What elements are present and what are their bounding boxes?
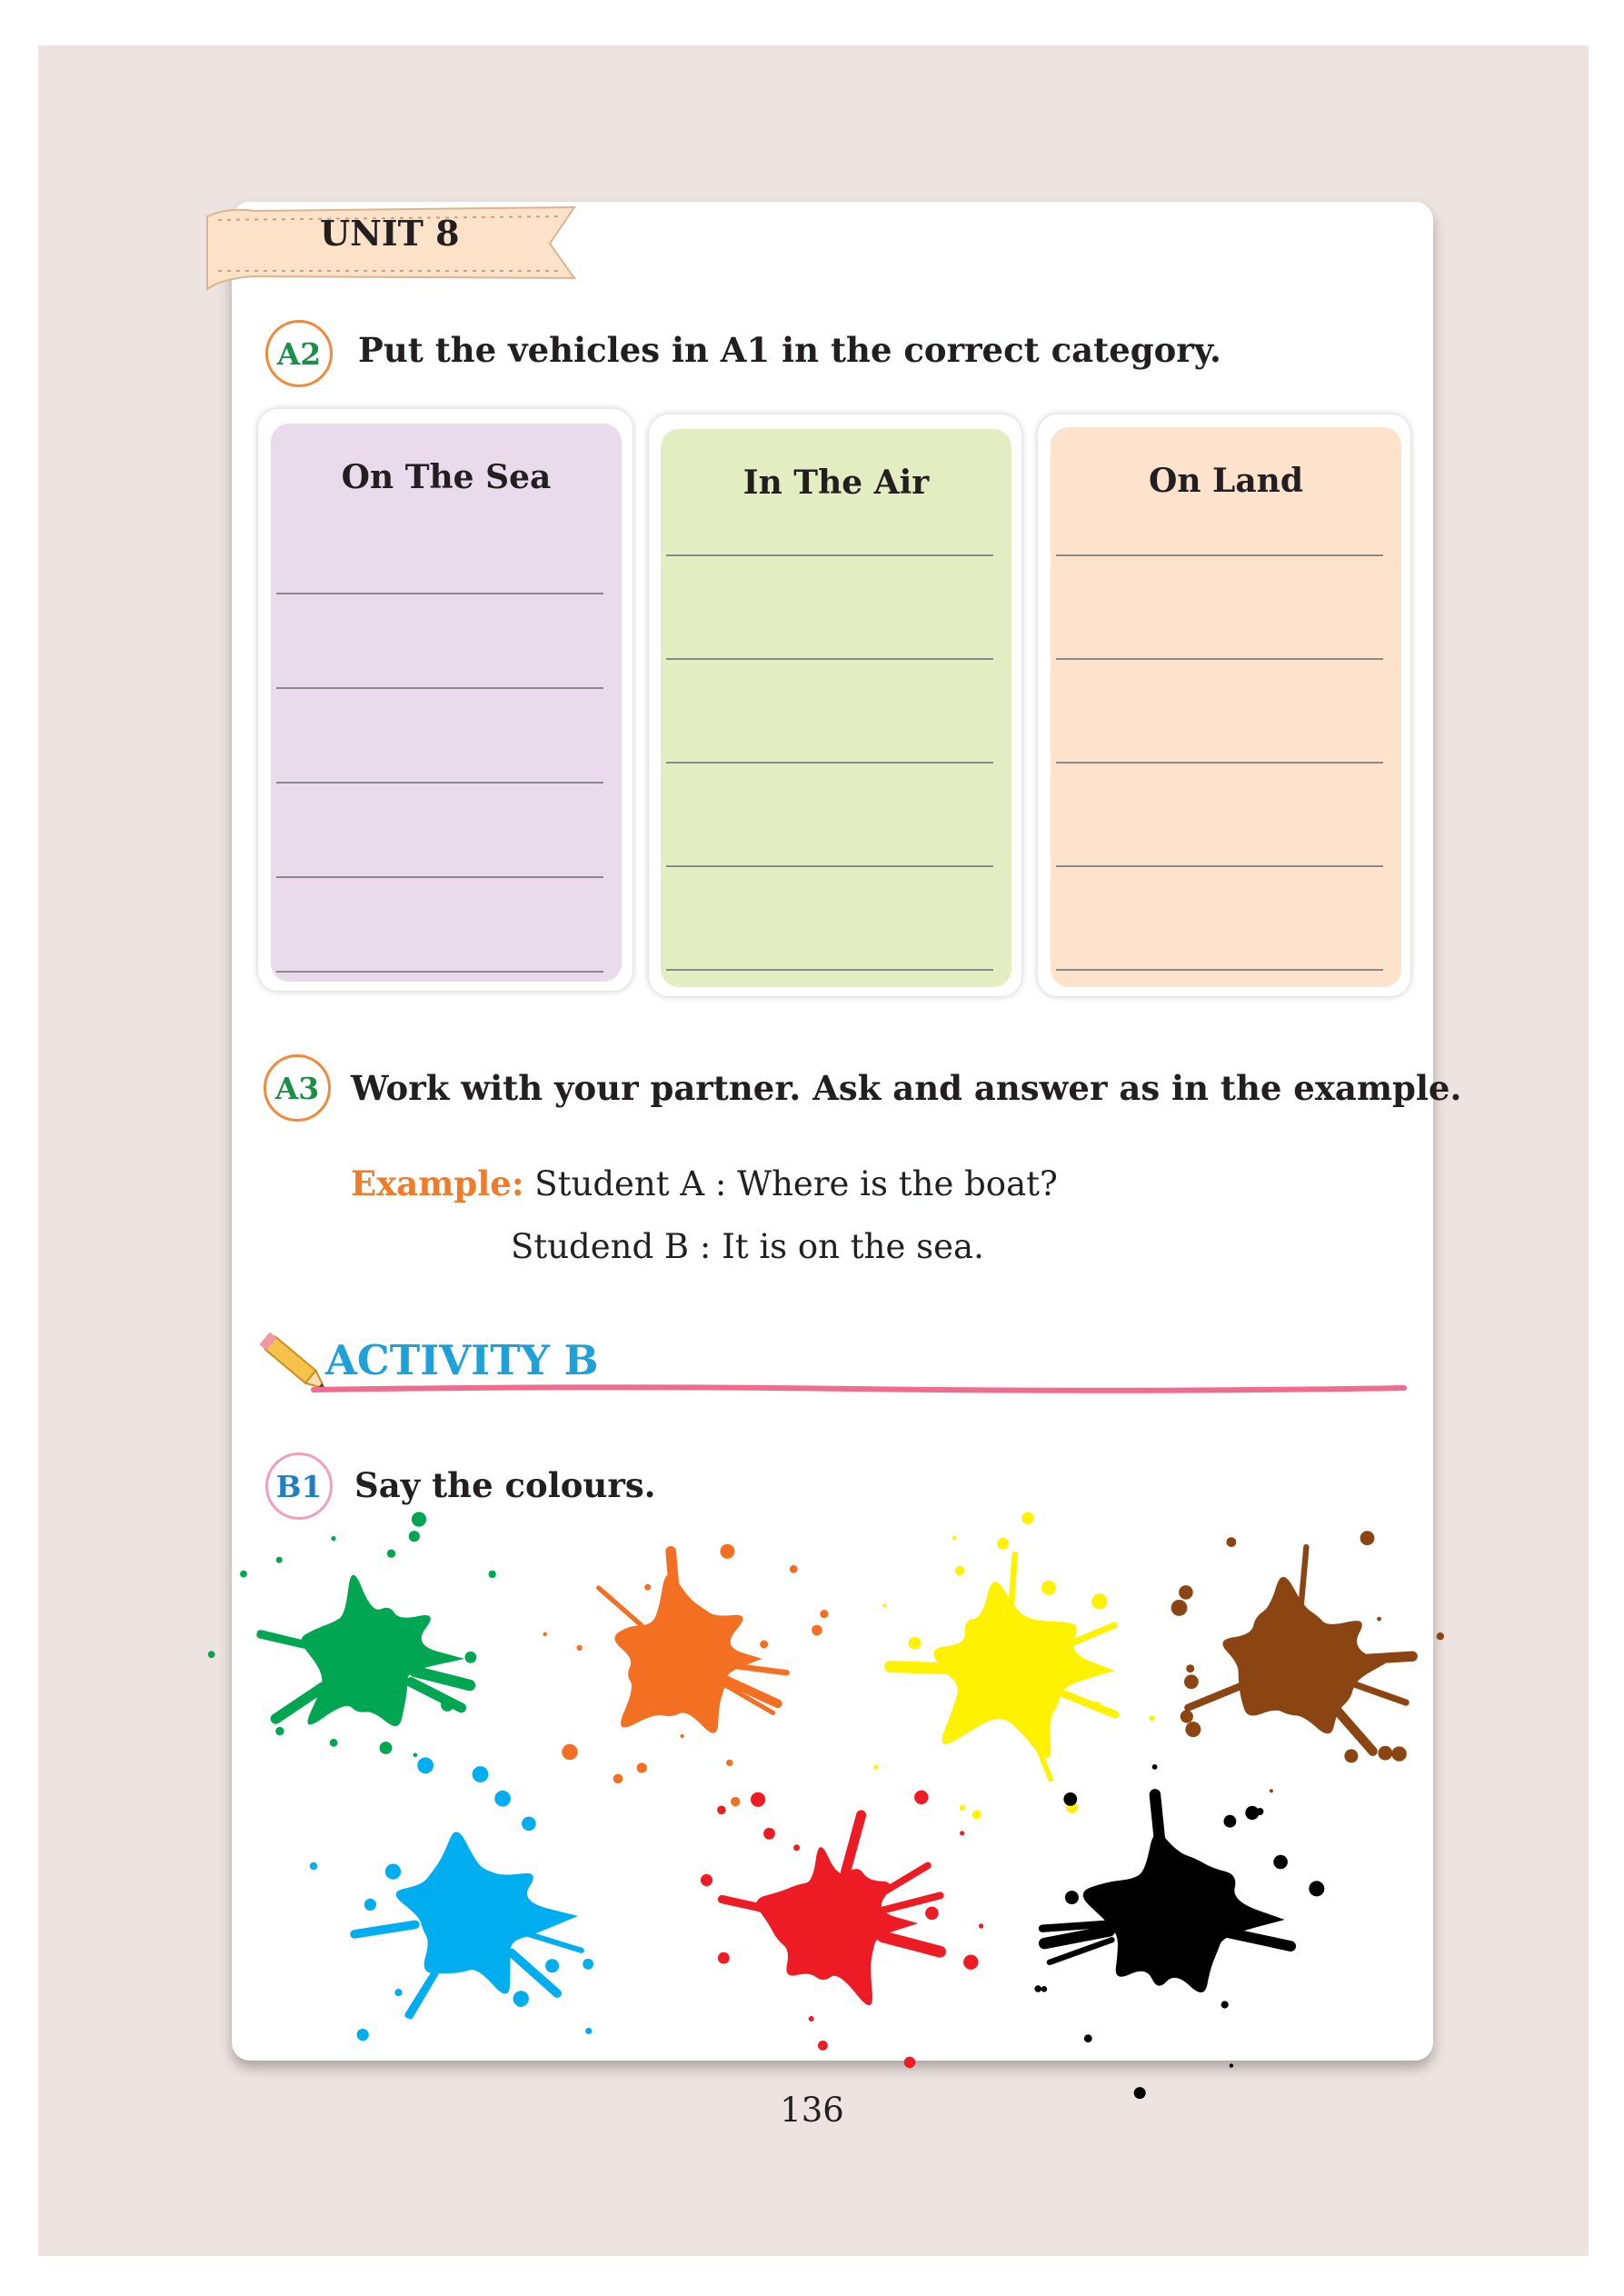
black-splat-droplet bbox=[1152, 1764, 1158, 1770]
answer-line[interactable] bbox=[1056, 554, 1383, 556]
orange-splat-droplet bbox=[726, 1760, 732, 1766]
yellow-splat-droplet bbox=[955, 1566, 964, 1575]
orange-splat-body bbox=[614, 1574, 762, 1733]
green-splat-droplet bbox=[489, 1571, 496, 1578]
blue-splat-droplet bbox=[364, 1899, 376, 1911]
red-splat-droplet bbox=[818, 2041, 828, 2051]
orange-splat-droplet bbox=[577, 1645, 583, 1651]
green-splat-droplet bbox=[276, 1557, 283, 1563]
red-splat-droplet bbox=[751, 1792, 765, 1807]
answer-line[interactable] bbox=[1056, 762, 1383, 764]
orange-splat-droplet bbox=[644, 1584, 651, 1591]
answer-line[interactable] bbox=[666, 969, 993, 971]
red-splat-droplet bbox=[809, 2016, 814, 2021]
red-splat-droplet bbox=[701, 1874, 712, 1886]
orange-paint-splat bbox=[553, 1550, 807, 1768]
yellow-splat-droplet bbox=[960, 1805, 966, 1812]
black-splat-droplet bbox=[1309, 1881, 1324, 1896]
orange-splat-droplet bbox=[680, 1734, 683, 1738]
activity-b-title: ACTIVITY B bbox=[325, 1336, 599, 1384]
red-splat-droplet bbox=[963, 1955, 978, 1970]
example-line-1 bbox=[351, 1163, 1058, 1203]
black-splat-droplet bbox=[1245, 1806, 1259, 1820]
green-paint-splat bbox=[256, 1550, 474, 1768]
brown-splat-droplet bbox=[1377, 1617, 1381, 1622]
example-label: Example: bbox=[351, 1163, 524, 1203]
brown-splat-streak bbox=[1348, 1682, 1406, 1702]
red-splat-droplet bbox=[718, 1952, 730, 1964]
black-splat-streak bbox=[1226, 1932, 1290, 1946]
yellow-splat-droplet bbox=[882, 1603, 886, 1607]
answer-line[interactable] bbox=[276, 876, 603, 878]
brown-splat-droplet bbox=[1391, 1746, 1406, 1761]
black-splat-droplet bbox=[1273, 1855, 1288, 1870]
black-splat-droplet bbox=[1084, 2034, 1092, 2042]
red-splat-droplet bbox=[925, 1907, 939, 1921]
black-splat-droplet bbox=[1224, 1815, 1237, 1828]
answer-line[interactable] bbox=[1056, 865, 1383, 867]
red-splat-streak bbox=[877, 1865, 928, 1896]
answer-line[interactable] bbox=[1056, 658, 1383, 660]
column-title-land: On Land bbox=[1148, 462, 1304, 500]
yellow-splat-body bbox=[933, 1582, 1114, 1758]
yellow-paint-splat bbox=[880, 1552, 1134, 1789]
example-student-a: Student A : Where is the boat? bbox=[534, 1164, 1058, 1203]
orange-splat-droplet bbox=[613, 1774, 623, 1784]
a2-badge: A2 bbox=[265, 320, 333, 387]
yellow-splat-droplet bbox=[972, 1811, 981, 1820]
blue-splat-droplet bbox=[473, 1766, 489, 1782]
column-in-the-air bbox=[661, 429, 1011, 987]
orange-splat-droplet bbox=[812, 1625, 822, 1636]
orange-splat-streak bbox=[731, 1665, 787, 1672]
brown-splat-droplet bbox=[1344, 1749, 1358, 1762]
orange-splat-droplet bbox=[820, 1610, 828, 1618]
black-splat-droplet bbox=[1063, 1792, 1077, 1806]
brown-splat-streak bbox=[1351, 1656, 1413, 1660]
yellow-splat-droplet bbox=[1021, 1512, 1033, 1524]
orange-splat-droplet bbox=[720, 1544, 734, 1559]
yellow-splat-droplet bbox=[1150, 1715, 1155, 1721]
brown-splat-streak bbox=[1332, 1705, 1373, 1752]
orange-splat-streak bbox=[671, 1552, 675, 1608]
green-splat-droplet bbox=[380, 1742, 393, 1754]
orange-splat-droplet bbox=[543, 1632, 547, 1636]
black-splat-droplet bbox=[1065, 1891, 1079, 1904]
orange-splat-droplet bbox=[790, 1565, 798, 1573]
answer-line[interactable] bbox=[1056, 969, 1383, 971]
red-splat-streak bbox=[846, 1815, 862, 1872]
unit-title: UNIT 8 bbox=[320, 213, 460, 254]
blue-splat-droplet bbox=[394, 1989, 402, 1996]
red-splat-droplet bbox=[717, 1806, 726, 1815]
yellow-splat-droplet bbox=[997, 1538, 1009, 1550]
black-splat-droplet bbox=[1221, 2001, 1229, 2008]
answer-line[interactable] bbox=[276, 782, 603, 784]
blue-splat-streak bbox=[411, 1963, 442, 2016]
blue-splat-droplet bbox=[357, 2029, 369, 2041]
blue-paint-splat bbox=[338, 1798, 602, 2034]
blue-splat-droplet bbox=[513, 1991, 529, 2006]
activity-underline bbox=[314, 1383, 1404, 1394]
column-on-the-sea bbox=[271, 424, 622, 982]
example-student-b: Studend B : It is on the sea. bbox=[511, 1227, 984, 1266]
blue-splat-droplet bbox=[494, 1791, 511, 1807]
brown-paint-splat bbox=[1178, 1545, 1414, 1782]
brown-splat-droplet bbox=[1186, 1664, 1194, 1672]
red-splat-droplet bbox=[914, 1791, 928, 1804]
green-splat-droplet bbox=[330, 1739, 338, 1747]
green-splat-droplet bbox=[465, 1652, 477, 1663]
brown-splat-droplet bbox=[1171, 1600, 1188, 1616]
brown-splat-droplet bbox=[1185, 1722, 1201, 1737]
b1-badge: B1 bbox=[265, 1452, 333, 1520]
black-splat-droplet bbox=[1230, 2063, 1233, 2067]
orange-splat-droplet bbox=[637, 1762, 647, 1772]
brown-splat-droplet bbox=[1437, 1632, 1444, 1640]
red-splat-droplet bbox=[904, 2057, 916, 2069]
b1-instruction: Say the colours. bbox=[354, 1465, 656, 1505]
black-splat-droplet bbox=[1034, 1985, 1041, 1992]
green-splat-droplet bbox=[387, 1550, 395, 1558]
red-splat-streak bbox=[883, 1937, 941, 1952]
brown-splat-droplet bbox=[1360, 1531, 1375, 1545]
green-splat-droplet bbox=[413, 1753, 418, 1758]
red-splat-droplet bbox=[793, 1844, 800, 1851]
blue-splat-droplet bbox=[585, 2028, 592, 2034]
blue-splat-droplet bbox=[545, 1959, 559, 1972]
blue-splat-streak bbox=[523, 1932, 582, 1951]
answer-line[interactable] bbox=[666, 865, 993, 867]
green-splat-droplet bbox=[240, 1571, 247, 1578]
brown-splat-streak bbox=[1300, 1547, 1306, 1608]
green-splat-droplet bbox=[275, 1727, 284, 1735]
yellow-splat-droplet bbox=[873, 1765, 878, 1770]
black-splat-body bbox=[1083, 1833, 1285, 1992]
black-splat-streak bbox=[1155, 1794, 1161, 1860]
a3-instruction: Work with your partner. Ask and answer as in the example. bbox=[351, 1068, 1462, 1108]
green-splat-body bbox=[301, 1575, 464, 1726]
brown-splat-droplet bbox=[1179, 1585, 1193, 1600]
red-splat-droplet bbox=[960, 1831, 964, 1835]
blue-splat-droplet bbox=[417, 1757, 433, 1773]
blue-splat-droplet bbox=[310, 1862, 317, 1870]
red-paint-splat bbox=[718, 1805, 945, 2041]
column-on-land bbox=[1051, 427, 1401, 987]
red-splat-body bbox=[756, 1847, 918, 2005]
green-splat-droplet bbox=[331, 1536, 335, 1541]
green-splat-droplet bbox=[412, 1512, 426, 1526]
yellow-splat-droplet bbox=[1091, 1593, 1107, 1609]
blue-splat-streak bbox=[512, 1952, 558, 1993]
a3-badge: A3 bbox=[264, 1054, 331, 1122]
red-splat-droplet bbox=[763, 1828, 775, 1840]
blue-splat-droplet bbox=[583, 1959, 593, 1970]
yellow-splat-droplet bbox=[909, 1637, 922, 1650]
brown-splat-droplet bbox=[1378, 1746, 1392, 1761]
answer-line[interactable] bbox=[666, 762, 993, 764]
a2-instruction: Put the vehicles in A1 in the correct category. bbox=[358, 330, 1221, 370]
brown-splat-droplet bbox=[1181, 1710, 1193, 1722]
black-paint-splat bbox=[1036, 1792, 1300, 2047]
red-splat-droplet bbox=[979, 1923, 983, 1928]
blue-splat-droplet bbox=[385, 1864, 401, 1880]
brown-splat-streak bbox=[1188, 1684, 1245, 1708]
green-splat-droplet bbox=[409, 1531, 420, 1542]
answer-line[interactable] bbox=[666, 658, 993, 660]
blue-splat-droplet bbox=[522, 1817, 536, 1832]
blue-splat-streak bbox=[354, 1924, 415, 1934]
yellow-splat-streak bbox=[1058, 1692, 1115, 1714]
answer-line[interactable] bbox=[276, 687, 603, 689]
answer-line[interactable] bbox=[276, 593, 603, 594]
orange-splat-droplet bbox=[760, 1641, 768, 1649]
yellow-splat-streak bbox=[891, 1667, 952, 1669]
yellow-splat-streak bbox=[1011, 1554, 1015, 1615]
column-title-air: In The Air bbox=[742, 464, 930, 502]
page-number: 136 bbox=[780, 2091, 844, 2130]
brown-splat-droplet bbox=[1227, 1537, 1237, 1547]
green-splat-droplet bbox=[208, 1651, 215, 1658]
yellow-splat-droplet bbox=[1041, 1581, 1056, 1595]
brown-splat-droplet bbox=[1184, 1674, 1199, 1689]
black-splat-droplet bbox=[1041, 1986, 1048, 1992]
answer-line[interactable] bbox=[276, 971, 603, 973]
answer-line[interactable] bbox=[666, 554, 993, 556]
orange-splat-streak bbox=[599, 1588, 642, 1625]
yellow-splat-droplet bbox=[952, 1536, 957, 1541]
orange-splat-droplet bbox=[562, 1744, 577, 1760]
column-title-sea: On The Sea bbox=[341, 458, 552, 496]
